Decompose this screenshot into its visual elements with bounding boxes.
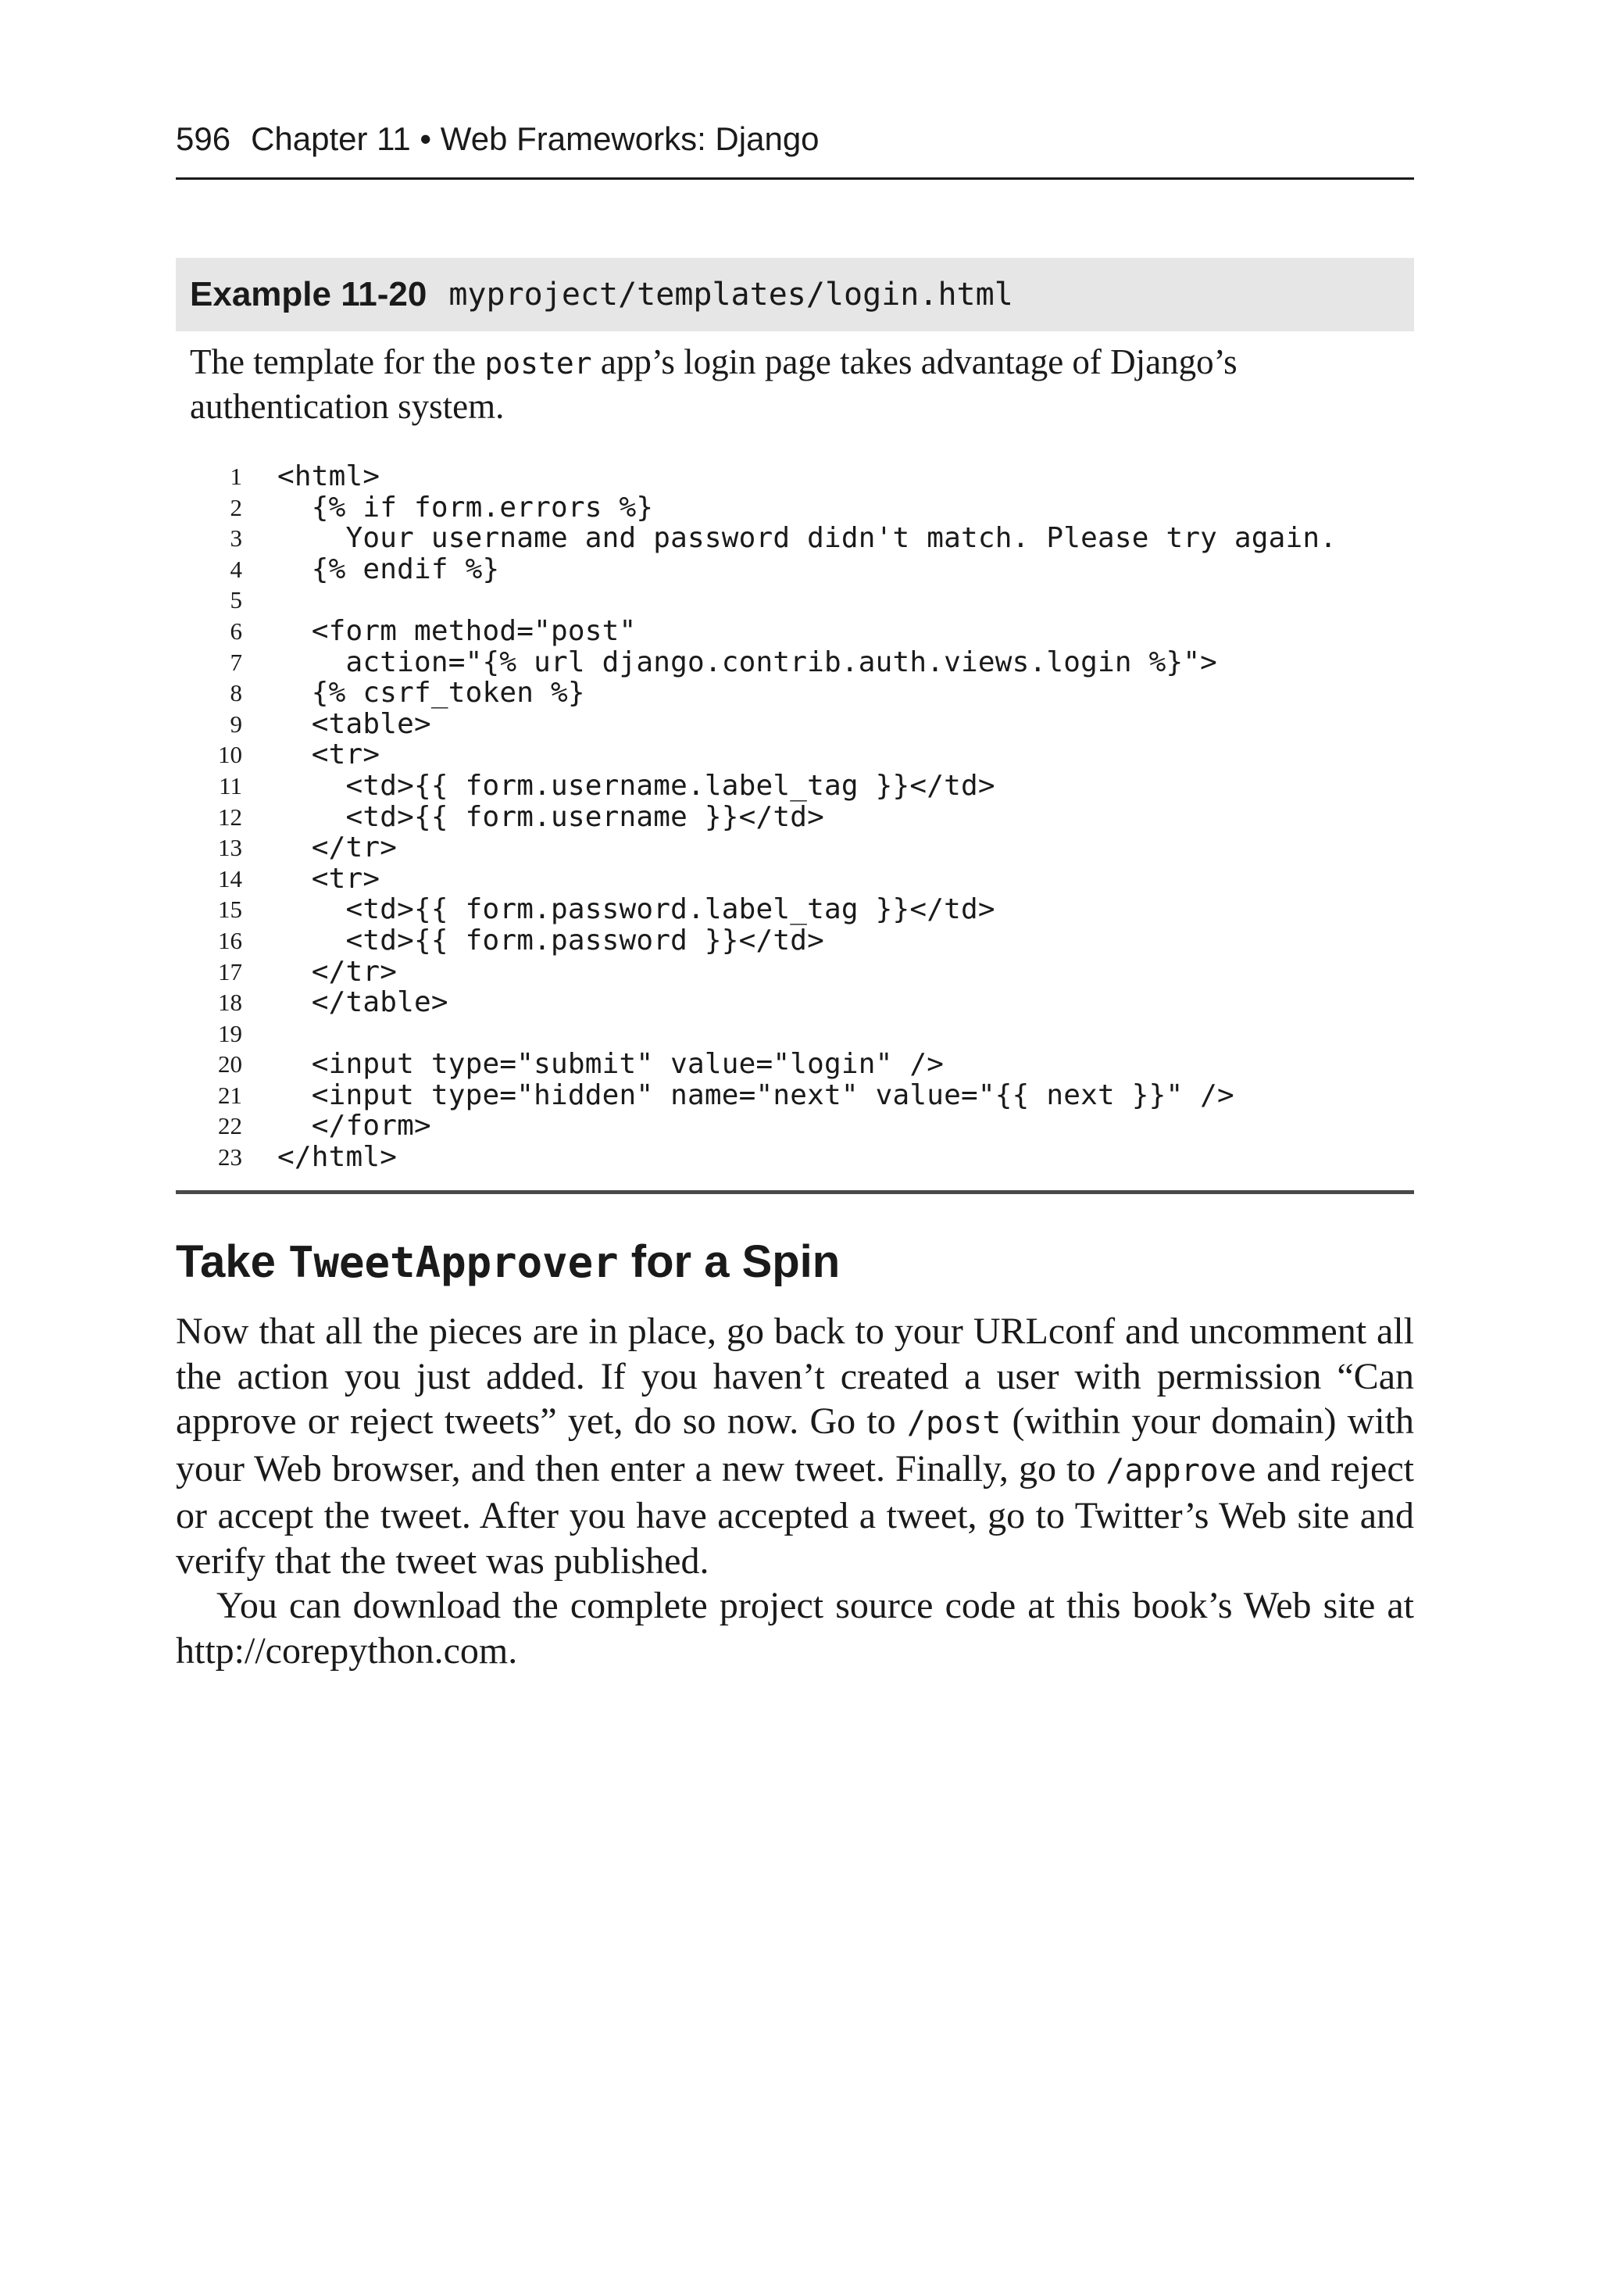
- paragraph-text: (within your domain) with your Web browser, and then enter a new tweet. Finally, go to: [176, 1400, 1415, 1490]
- inline-code-post: /post: [906, 1405, 1002, 1441]
- paragraph-instructions: [176, 1309, 1414, 1583]
- code-text: </tr>: [277, 955, 398, 988]
- code-text: <td>{{ form.username.label_tag }}</td>: [277, 769, 995, 802]
- caption-text-start: The template for the: [190, 342, 485, 381]
- example-title-bar: [176, 258, 1414, 331]
- code-line: [176, 461, 1414, 492]
- code-text: <td>{{ form.password }}</td>: [277, 924, 824, 957]
- code-line: [176, 894, 1414, 925]
- body-text: [176, 1309, 1414, 1673]
- code-line: [176, 739, 1414, 771]
- paragraph-download: You can download the complete project source code at this book’s Web site at http://corepython.com.: [176, 1585, 1414, 1672]
- line-number: 13: [218, 834, 242, 862]
- line-number: 3: [230, 524, 242, 553]
- code-line: [176, 1049, 1414, 1080]
- line-number: 21: [218, 1081, 242, 1109]
- line-number: 23: [218, 1143, 242, 1171]
- code-text: </html>: [277, 1141, 398, 1174]
- code-line: [176, 585, 1414, 616]
- code-listing-rule: [176, 1190, 1414, 1194]
- line-number: 17: [218, 957, 242, 985]
- line-number: 20: [218, 1050, 242, 1078]
- line-number: 16: [218, 926, 242, 954]
- line-number: 19: [218, 1019, 242, 1047]
- line-number: 5: [230, 586, 242, 614]
- line-number: 14: [218, 864, 242, 892]
- heading-text-end: for a Spin: [618, 1236, 841, 1287]
- code-text: <input type="hidden" name="next" value="{{ next }}" />: [277, 1078, 1234, 1111]
- line-number: 18: [218, 989, 242, 1017]
- code-text: {% endif %}: [277, 553, 500, 585]
- code-text: Your username and password didn't match. Please try again.: [277, 522, 1338, 555]
- running-title: Chapter 11 • Web Frameworks: Django: [251, 120, 820, 157]
- line-number: 22: [218, 1112, 242, 1140]
- line-number: 2: [230, 493, 242, 521]
- code-line: [176, 925, 1414, 957]
- line-number: 6: [230, 617, 242, 645]
- code-text: <tr>: [277, 862, 380, 895]
- code-line: [176, 1110, 1414, 1142]
- code-line: [176, 492, 1414, 524]
- inline-code-approve: /approve: [1105, 1452, 1257, 1489]
- code-text: <table>: [277, 707, 431, 740]
- code-line: [176, 554, 1414, 585]
- code-text: <form method="post": [277, 614, 637, 647]
- code-text: action="{% url django.contrib.auth.views.login %}">: [277, 646, 1218, 678]
- code-listing: [176, 461, 1414, 1173]
- code-text: </tr>: [277, 831, 398, 864]
- code-text: </table>: [277, 986, 448, 1019]
- code-line: [176, 832, 1414, 864]
- line-number: 11: [219, 771, 242, 799]
- code-line: [176, 647, 1414, 678]
- code-text: {% csrf_token %}: [277, 677, 585, 710]
- code-text: <tr>: [277, 739, 380, 771]
- example-caption: [190, 341, 1409, 428]
- line-number: 10: [218, 741, 242, 769]
- paragraph-text: and reject or accept the tweet. After you have accepted a tweet, go to Twitter’s Web site and verify that the tweet was published.: [176, 1447, 1415, 1582]
- code-text: <input type="submit" value="login" />: [277, 1048, 945, 1081]
- page-number: 596: [176, 120, 231, 157]
- code-line: [176, 771, 1414, 802]
- code-text: <td>{{ form.username }}</td>: [277, 800, 824, 833]
- code-line: [176, 802, 1414, 833]
- line-number: 12: [218, 803, 242, 831]
- code-text: </form>: [277, 1110, 431, 1143]
- code-line: [176, 987, 1414, 1018]
- header-rule: [176, 177, 1414, 180]
- line-number: 9: [230, 710, 242, 738]
- code-line: [176, 1142, 1414, 1173]
- example-file-path: myproject/templates/login.html: [448, 277, 1013, 313]
- line-number: 4: [230, 555, 242, 583]
- code-line: [176, 957, 1414, 988]
- code-line: [176, 1018, 1414, 1050]
- caption-text-end: app’s login page takes advantage of Django’s authentication system.: [190, 342, 1238, 426]
- line-number: 8: [230, 679, 242, 707]
- paragraph-text: Now that all the pieces are in place, go back to your URLconf and uncomment all the action you just added. If you haven’t created a user with permission “Can approve or reject tweets” yet, do so now. Go to: [176, 1311, 1414, 1442]
- section-heading: [176, 1235, 840, 1290]
- code-text: <td>{{ form.password.label_tag }}</td>: [277, 893, 995, 926]
- example-label: Example 11-20: [190, 275, 427, 313]
- code-text: <html>: [277, 460, 380, 492]
- code-line: [176, 864, 1414, 895]
- code-line: [176, 1080, 1414, 1111]
- code-line: [176, 523, 1414, 554]
- code-line: [176, 709, 1414, 740]
- line-number: 15: [218, 896, 242, 924]
- caption-code-term: poster: [484, 346, 592, 381]
- heading-text-start: Take: [176, 1236, 289, 1287]
- code-text: {% if form.errors %}: [277, 491, 654, 524]
- heading-code-term: TweetApprover: [288, 1238, 619, 1287]
- line-number: 7: [230, 648, 242, 676]
- code-line: [176, 678, 1414, 709]
- line-number: 1: [230, 463, 242, 490]
- code-line: [176, 616, 1414, 647]
- running-header: [176, 117, 1414, 161]
